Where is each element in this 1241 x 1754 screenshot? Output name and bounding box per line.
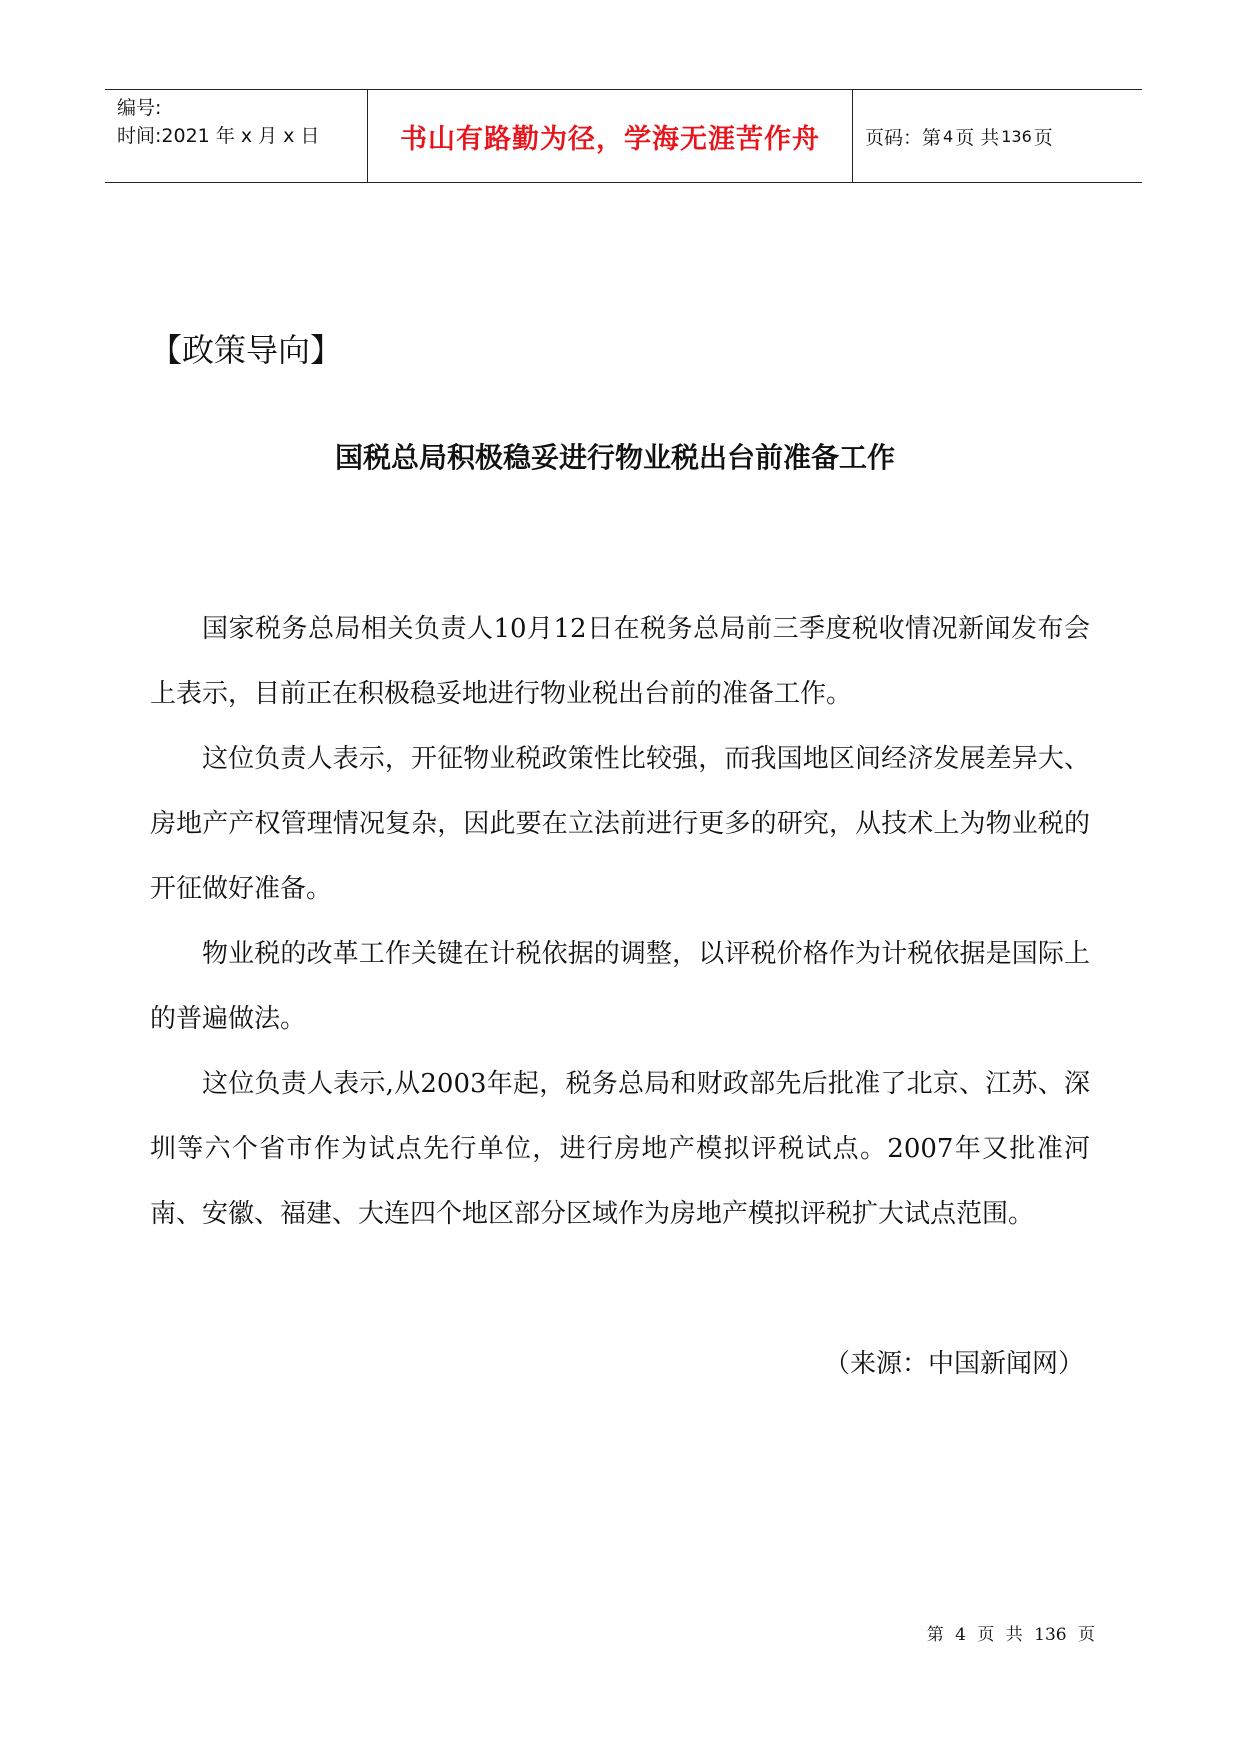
page-current: 4 [943, 126, 954, 146]
time-label: 时间: [117, 125, 162, 147]
time-year: 2021 [161, 125, 210, 147]
page-footer: 第 4 页 共 136 页 [926, 1625, 1095, 1645]
header-page-number [853, 90, 1142, 182]
article-paragraph: 这位负责人表示,从2003年起，税务总局和财政部先后批准了北京、江苏、深圳等六个省市作为试点先行单位，进行房地产模拟评税试点。2007年又批准河南、安徽、福建、大连四个地区部分区域作为房地产模拟评税扩大试点范围。 [150, 1069, 1090, 1229]
article-source: （来源：中国新闻网） [823, 1349, 1084, 1379]
time-rest: 年 x 月 x 日 [215, 125, 320, 147]
article-title: 国税总局积极稳妥进行物业税出台前准备工作 [334, 441, 895, 474]
header-motto: 书山有路勤为径，学海无涯苦作舟 [368, 90, 853, 182]
page-prefix: 页码：第 [865, 126, 942, 149]
article-body [150, 597, 1090, 1247]
document-header [105, 89, 1142, 183]
page-mid: 页 共 [955, 126, 1000, 149]
page-total: 136 [1001, 126, 1032, 146]
header-meta-cell [105, 90, 368, 182]
number-label: 编号: [117, 97, 162, 119]
page-suffix: 页 [1033, 126, 1053, 149]
article-paragraph: 国家税务总局相关负责人10月12日在税务总局前三季度税收情况新闻发布会上表示，目前正在积极稳妥地进行物业税出台前的准备工作。 [150, 614, 1090, 709]
article-paragraph: 物业税的改革工作关键在计税依据的调整，以评税价格作为计税依据是国际上的普遍做法。 [150, 939, 1090, 1034]
section-label: 【政策导向】 [150, 331, 343, 369]
article-paragraph: 这位负责人表示，开征物业税政策性比较强，而我国地区间经济发展差异大、房地产产权管理情况复杂，因此要在立法前进行更多的研究，从技术上为物业税的开征做好准备。 [150, 744, 1090, 904]
time-line [117, 122, 367, 150]
